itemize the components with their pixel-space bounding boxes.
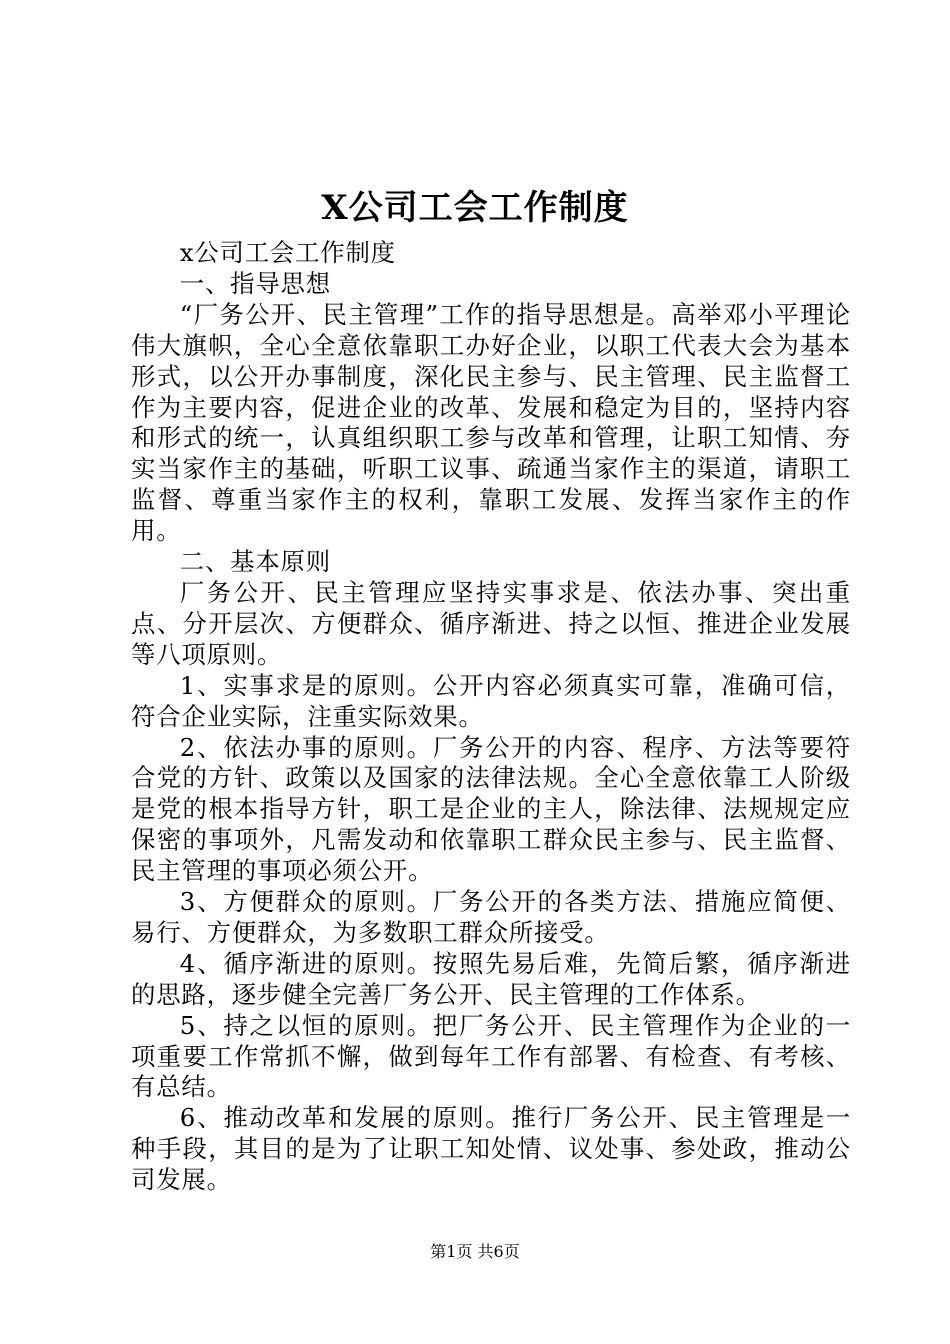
section-heading-guiding-ideology: 一、指导思想 [179,268,331,298]
paragraph-guiding-ideology: “厂务公开、民主管理”工作的指导思想是。高举邓小平理论伟大旗帜，全心全意依靠职工办好企业，以职工代表大会为基本形式，以公开办事制度，深化民主参与、民主管理、民主监督工作为主要内容，促进企业的改革、发展和稳定为目的，坚持内容和形式的统一，认真组织职工参与改革和管理，让职工知情、夯实当家作主的基础，听职工议事、疏通当家作主的渠道，请职工监督、尊重当家作主的权利，靠职工发展、发挥当家作主的作用。 [131,299,851,546]
page-number-footer: 第1页 共6页 [430,1242,520,1261]
principle-item-2: 2、依法办事的原则。厂务公开的内容、程序、方法等要符合党的方针、政策以及国家的法律法规。全心全意依靠工人阶级是党的根本指导方针，职工是企业的主人，除法律、法规规定应保密的事项外，凡需发动和依靠职工群众民主参与、民主监督、民主管理的事项必须公开。 [131,732,851,886]
document-body [131,238,851,1196]
principle-item-4: 4、循序渐进的原则。按照先易后难，先简后繁，循序渐进的思路，逐步健全完善厂务公开、民主管理的工作体系。 [131,948,851,1009]
principle-item-5: 5、持之以恒的原则。把厂务公开、民主管理作为企业的一项重要工作常抓不懈，做到每年工作有部署、有检查、有考核、有总结。 [131,1010,851,1102]
principle-item-1: 1、实事求是的原则。公开内容必须真实可靠，准确可信，符合企业实际，注重实际效果。 [131,670,851,731]
document-title: X公司工会工作制度 [321,188,629,228]
section-heading-basic-principles: 二、基本原则 [179,547,331,577]
principle-item-3: 3、方便群众的原则。厂务公开的各类方法、措施应简便、易行、方便群众，为多数职工群众所接受。 [131,887,851,947]
paragraph-basic-principles: 厂务公开、民主管理应坚持实事求是、依法办事、突出重点、分开层次、方便群众、循序渐进、持之以恒、推进企业发展等八项原则。 [131,577,851,669]
principle-item-6: 6、推动改革和发展的原则。推行厂务公开、民主管理是一种手段，其目的是为了让职工知处情、议处事、参处政，推动公司发展。 [131,1103,851,1195]
paragraph-subtitle: x公司工会工作制度 [179,238,396,267]
